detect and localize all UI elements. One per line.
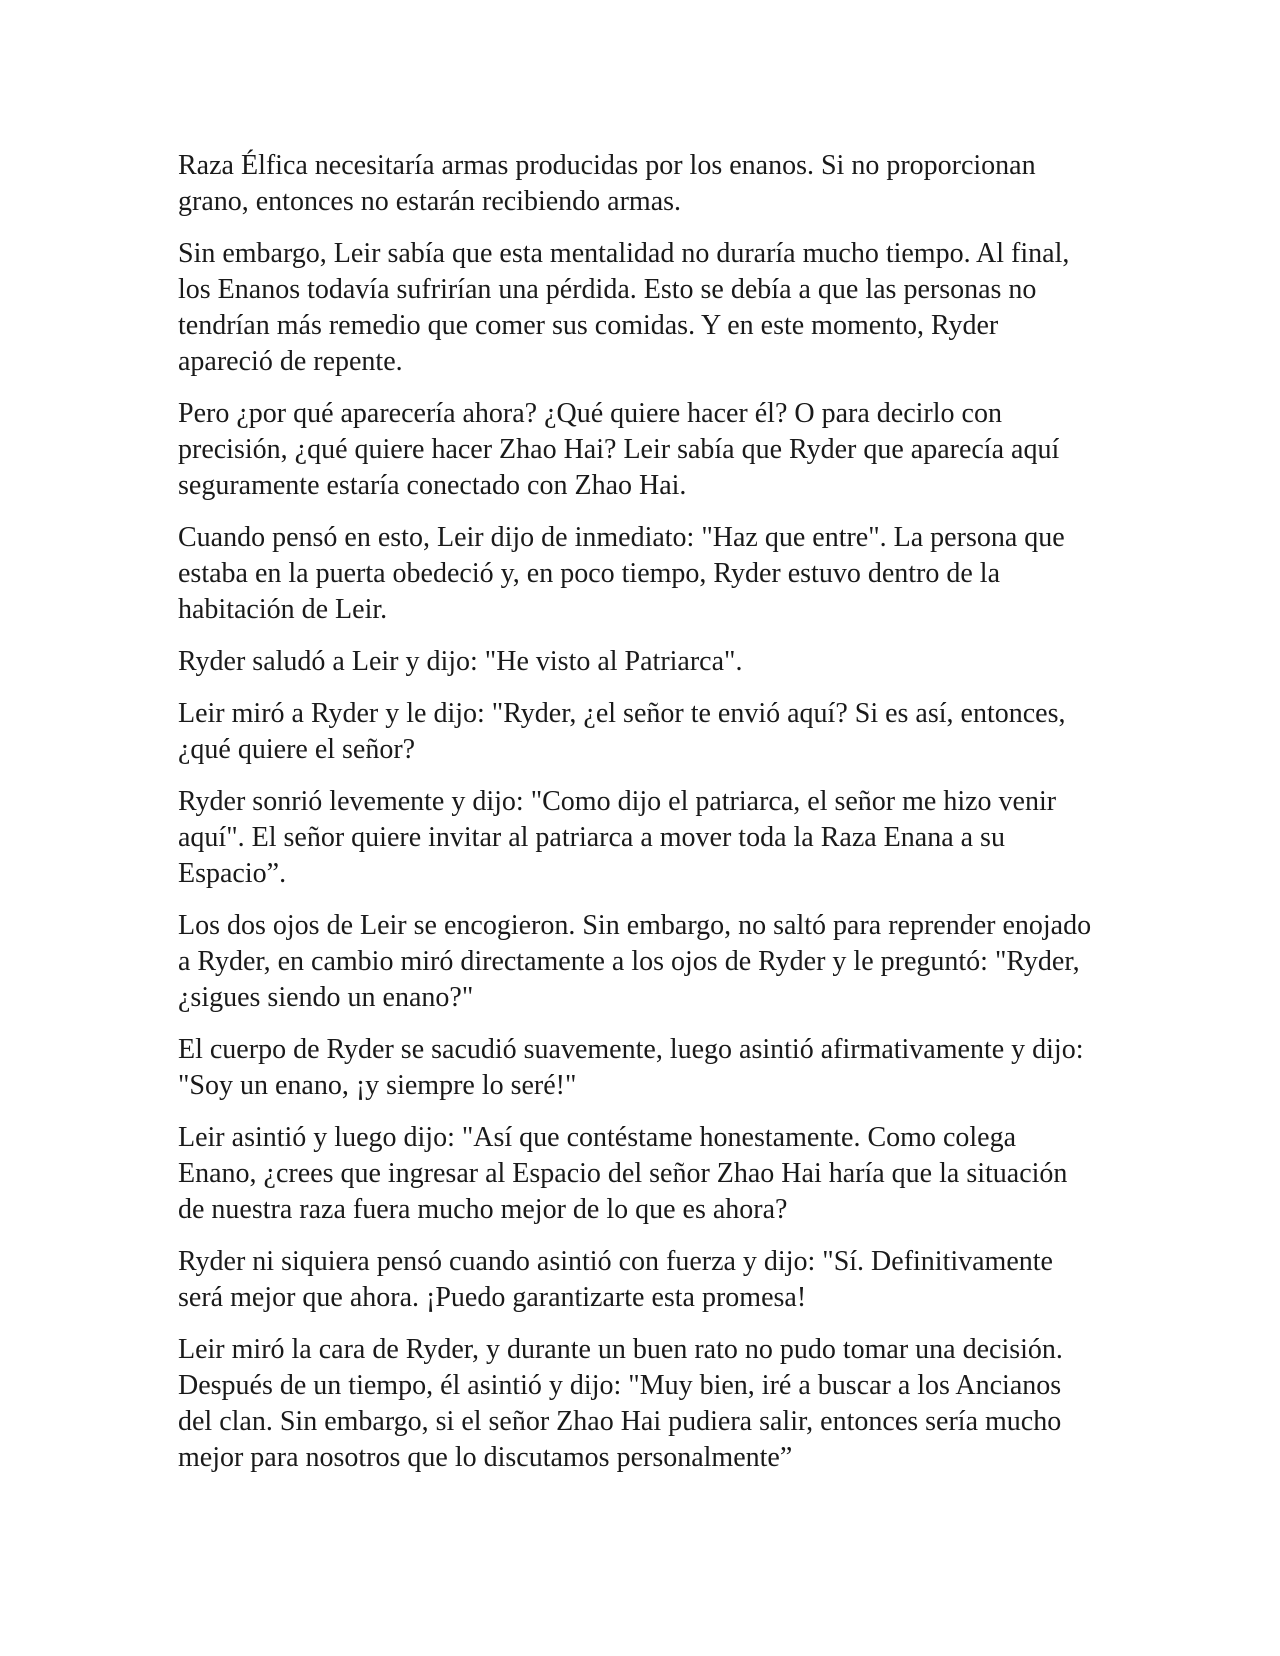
paragraph: Ryder sonrió levemente y dijo: "Como dijo el patriarca, el señor me hizo venir aquí". El señor quiere invitar al patriarca a mover toda la Raza Enana a su Espacio”. [178, 786, 1057, 889]
paragraph: El cuerpo de Ryder se sacudió suavemente, luego asintió afirmativamente y dijo: "Soy un enano, ¡y siempre lo seré!" [178, 1034, 1084, 1101]
paragraph: Leir asintió y luego dijo: "Así que contéstame honestamente. Como colega Enano, ¿crees que ingresar al Espacio del señor Zhao Hai haría que la situación de nuestra raza fuera mucho mejor de lo que es ahora? [178, 1122, 1068, 1225]
paragraph: Cuando pensó en esto, Leir dijo de inmediato: "Haz que entre". La persona que estaba en la puerta obedeció y, en poco tiempo, Ryder estuvo dentro de la habitación de Leir. [178, 522, 1065, 625]
paragraph: Leir miró a Ryder y le dijo: "Ryder, ¿el señor te envió aquí? Si es así, entonces, ¿qué quiere el señor? [178, 698, 1066, 765]
paragraph: Ryder ni siquiera pensó cuando asintió con fuerza y dijo: "Sí. Definitivamente será mejor que ahora. ¡Puedo garantizarte esta promesa! [178, 1246, 1053, 1313]
paragraph: Raza Élfica necesitaría armas producidas por los enanos. Si no proporcionan grano, entonces no estarán recibiendo armas. [178, 150, 1036, 217]
paragraph: Ryder saludó a Leir y dijo: "He visto al Patriarca". [178, 646, 743, 677]
paragraph: Pero ¿por qué aparecería ahora? ¿Qué quiere hacer él? O para decirlo con precisión, ¿qué quiere hacer Zhao Hai? Leir sabía que Ryder que aparecía aquí seguramente estaría conectado con Zhao Hai. [178, 398, 1060, 501]
paragraph: Leir miró la cara de Ryder, y durante un buen rato no pudo tomar una decisión. Después de un tiempo, él asintió y dijo: "Muy bien, iré a buscar a los Ancianos del clan. Sin embargo, si el señor Zhao Hai pudiera salir, entonces sería mucho mejor para nosotros que lo discutamos personalmente” [178, 1334, 1063, 1473]
document-body [178, 148, 1100, 1492]
paragraph: Los dos ojos de Leir se encogieron. Sin embargo, no saltó para reprender enojado a Ryder, en cambio miró directamente a los ojos de Ryder y le preguntó: "Ryder, ¿sigues siendo un enano?" [178, 910, 1092, 1013]
paragraph: Sin embargo, Leir sabía que esta mentalidad no duraría mucho tiempo. Al final, los Enanos todavía sufrirían una pérdida. Esto se debía a que las personas no tendrían más remedio que comer sus comidas. Y en este momento, Ryder apareció de repente. [178, 238, 1070, 377]
